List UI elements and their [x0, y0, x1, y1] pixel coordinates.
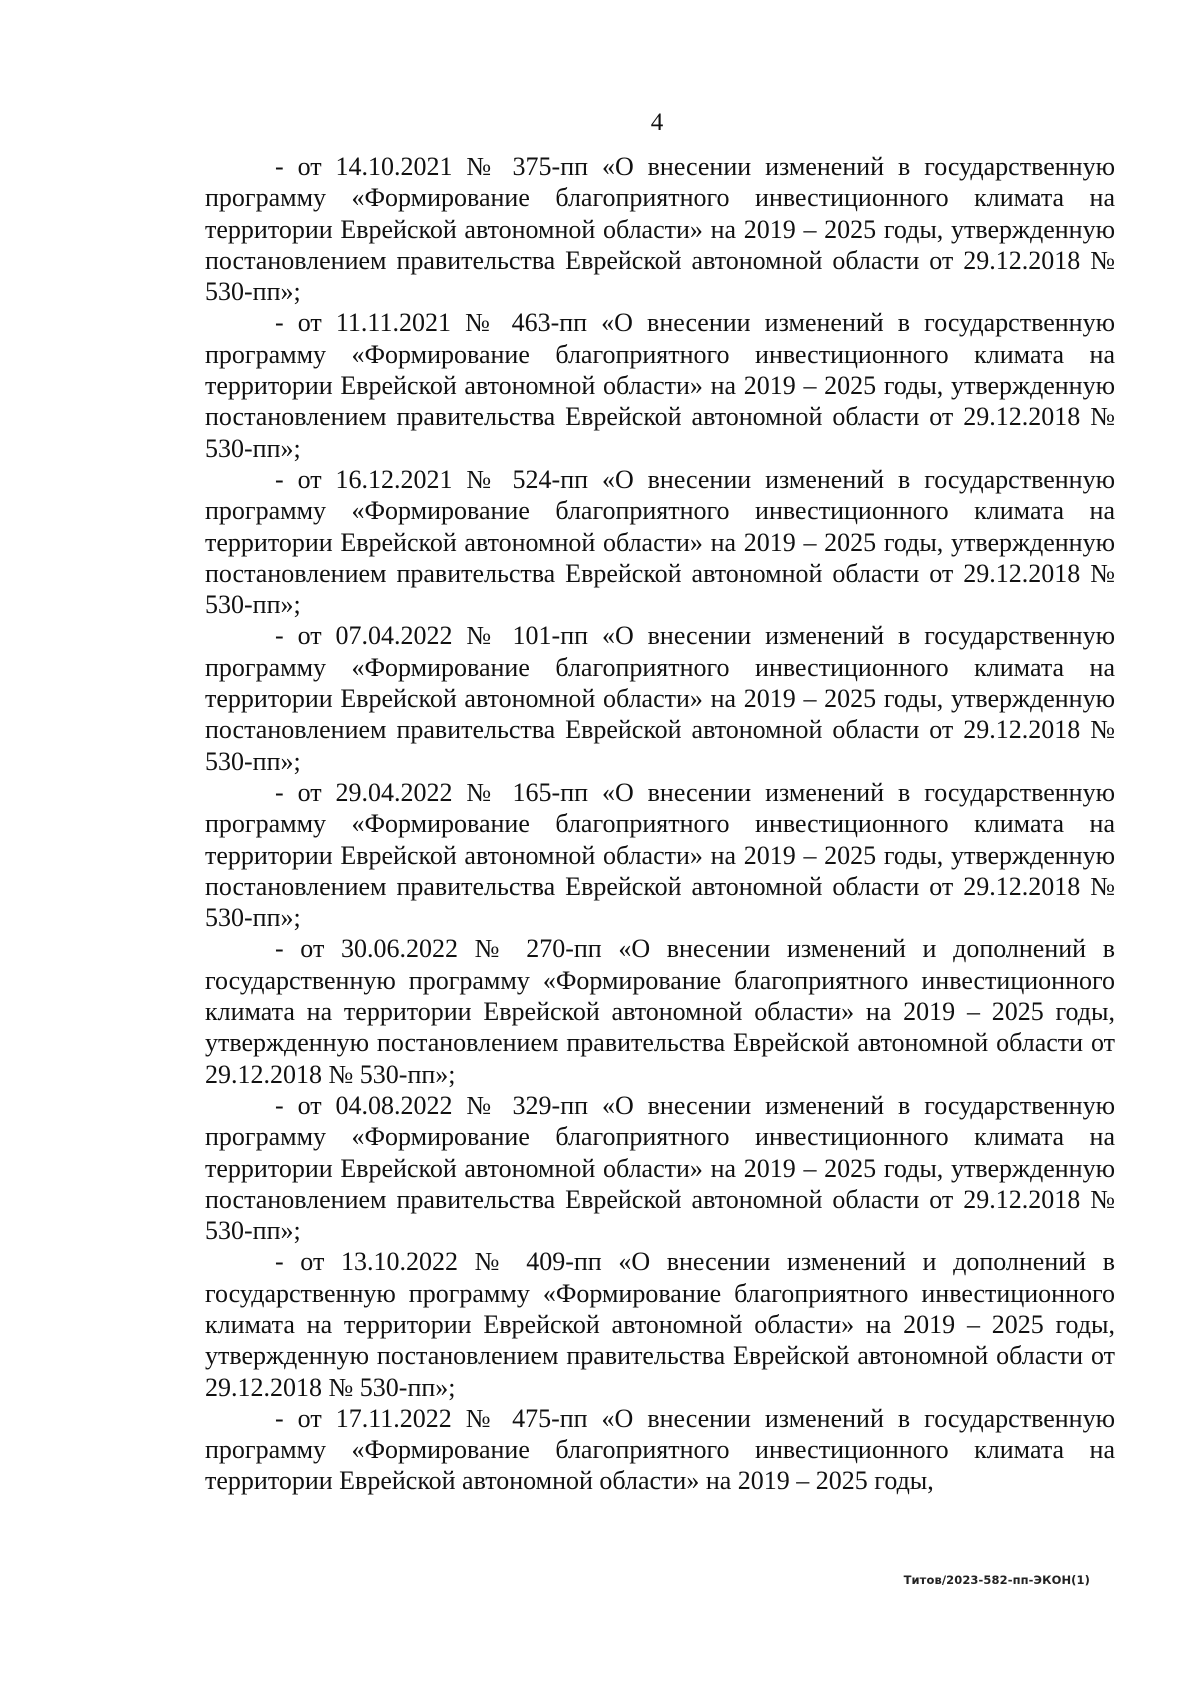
paragraph-7: - от 04.08.2022 № 329-пп «О внесении изменений в государственную программу «Формирование благоприятного инвестиционного климата на территории Еврейской автономной области» на 2019 – 2025 годы, утвержденную постановлением правительства Еврейской автономной области от 29.12.2018 № 530-пп»; — [205, 1090, 1115, 1246]
paragraph-5: - от 29.04.2022 № 165-пп «О внесении изменений в государственную программу «Формирование благоприятного инвестиционного климата на территории Еврейской автономной области» на 2019 – 2025 годы, утвержденную постановлением правительства Еврейской автономной области от 29.12.2018 № 530-пп»; — [205, 777, 1115, 933]
document-reference-code: Титов/2023-582-пп-ЭКОН(1) — [903, 1573, 1090, 1587]
document-body — [205, 151, 1115, 1497]
paragraph-8: - от 13.10.2022 № 409-пп «О внесении изменений и дополнений в государственную программу «Формирование благоприятного инвестиционного климата на территории Еврейской автономной области» на 2019 – 2025 годы, утвержденную постановлением правительства Еврейской автономной области от 29.12.2018 № 530-пп»; — [205, 1247, 1115, 1402]
paragraph-1: - от 14.10.2021 № 375-пп «О внесении изменений в государственную программу «Формирование благоприятного инвестиционного климата на территории Еврейской автономной области» на 2019 – 2025 годы, утвержденную постановлением правительства Еврейской автономной области от 29.12.2018 № 530-пп»; — [205, 152, 1115, 307]
paragraph-2: - от 11.11.2021 № 463-пп «О внесении изменений в государственную программу «Формирование благоприятного инвестиционного климата на территории Еврейской автономной области» на 2019 – 2025 годы, утвержденную постановлением правительства Еврейской автономной области от 29.12.2018 № 530-пп»; — [205, 308, 1115, 463]
paragraph-6: - от 30.06.2022 № 270-пп «О внесении изменений и дополнений в государственную программу «Формирование благоприятного инвестиционного климата на территории Еврейской автономной области» на 2019 – 2025 годы, утвержденную постановлением правительства Еврейской автономной области от 29.12.2018 № 530-пп»; — [205, 934, 1115, 1089]
paragraph-9: - от 17.11.2022 № 475-пп «О внесении изменений в государственную программу «Формирование благоприятного инвестиционного климата на территории Еврейской автономной области» на 2019 – 2025 годы, — [205, 1403, 1115, 1496]
page-number: 4 — [650, 109, 664, 136]
paragraph-3: - от 16.12.2021 № 524-пп «О внесении изменений в государственную программу «Формирование благоприятного инвестиционного климата на территории Еврейской автономной области» на 2019 – 2025 годы, утвержденную постановлением правительства Еврейской автономной области от 29.12.2018 № 530-пп»; — [205, 464, 1115, 620]
paragraph-4: - от 07.04.2022 № 101-пп «О внесении изменений в государственную программу «Формирование благоприятного инвестиционного климата на территории Еврейской автономной области» на 2019 – 2025 годы, утвержденную постановлением правительства Еврейской автономной области от 29.12.2018 № 530-пп»; — [205, 621, 1115, 776]
